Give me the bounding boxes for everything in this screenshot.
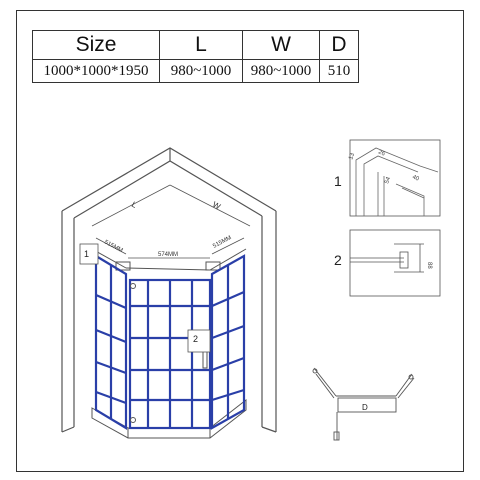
dim-center-label: 574MM <box>158 252 179 258</box>
header-length: L <box>160 31 243 60</box>
detail-1-dim-1: 13 <box>348 152 357 161</box>
header-size: Size <box>33 31 160 60</box>
detail-1-box <box>350 140 440 216</box>
left-panel-grid <box>96 256 126 428</box>
hinges <box>131 284 208 423</box>
value-size: 1000*1000*1950 <box>33 60 160 83</box>
callout-1-label: 1 <box>84 249 90 259</box>
header-width: W <box>243 31 320 60</box>
dim-right-label: 515MM <box>212 235 233 250</box>
callout-box-2 <box>188 330 210 352</box>
detail-1-dim-4: 40 <box>411 174 420 183</box>
detail-1-dim-2: 26 <box>377 149 386 158</box>
detail-1-dim-3: 54 <box>384 176 393 185</box>
callout-2-label: 2 <box>193 334 199 344</box>
wall-label-w: W <box>211 199 222 212</box>
value-width: 980~1000 <box>243 60 320 83</box>
value-depth: 510 <box>320 60 359 83</box>
detail-2-dim: 88 <box>426 262 432 269</box>
detail-2-number: 2 <box>334 252 342 268</box>
wall-label-l: L <box>130 199 139 210</box>
front-door-grid <box>130 280 210 428</box>
value-length: 980~1000 <box>160 60 243 83</box>
header-depth: D <box>320 31 359 60</box>
plan-depth-label: D <box>362 403 368 412</box>
detail-1-number: 1 <box>334 173 342 189</box>
right-panel-grid <box>212 256 244 428</box>
dim-left-label: 515MM <box>103 239 124 255</box>
